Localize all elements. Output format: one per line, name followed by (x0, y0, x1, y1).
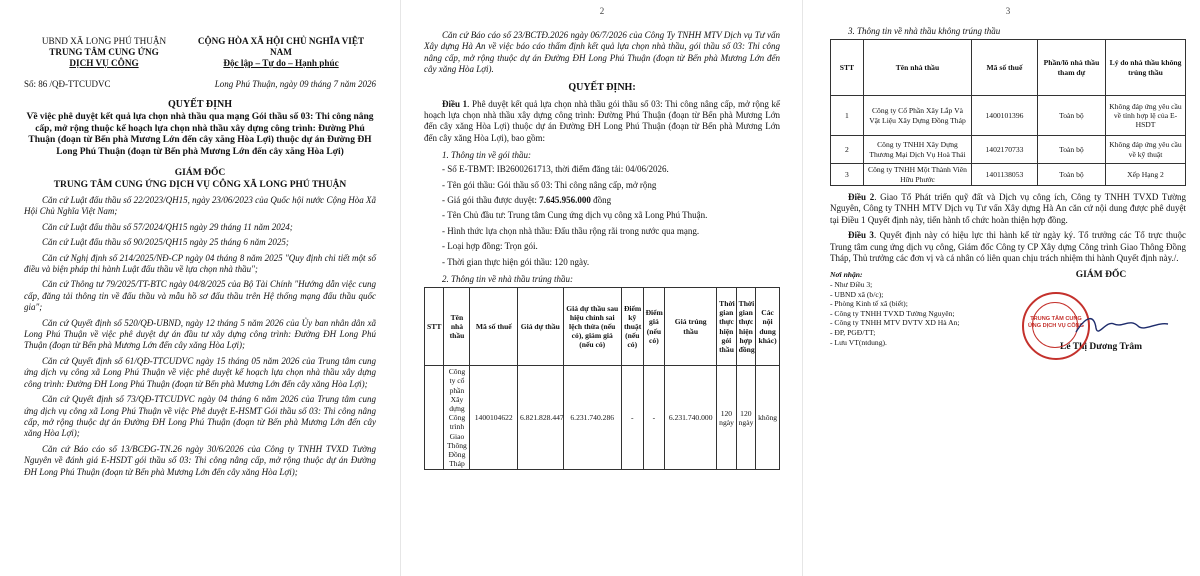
section-2-heading: 2. Thông tin về nhà thầu trúng thầu: (442, 274, 573, 285)
column-header: STT (831, 40, 864, 96)
cell-contractor: Công ty Cổ Phần Xây Lắp Và Vật Liệu Xây Dựng Đồng Tháp (863, 96, 971, 136)
legal-basis: Căn cứ Luật đấu thầu số 22/2023/QH15, ngày 23/06/2023 của Quốc hội nước Cộng Hòa Xã Hội Chủ Nghĩa Việt Nam; (24, 195, 376, 217)
article-2 (830, 192, 1186, 226)
cell-bid-price: 6.821.828.447 (518, 366, 563, 470)
info-price-label: - Giá gói thầu được duyệt: (442, 195, 540, 206)
signer-title: GIÁM ĐỐC (1075, 270, 1127, 281)
table-row (831, 96, 1186, 136)
cell-contractor: Công ty TNHH Một Thành Viên Hữu Phước (863, 164, 971, 186)
column-header: Giá trúng thầu (665, 288, 717, 366)
legal-basis: Căn cứ Báo cáo số 23/BCTĐ.2026 ngày 06/7/2026 của Công Ty TNHH MTV Dịch vụ Tư vấn Xây dựng Hà An về việc báo cáo thẩm định kết quả lựa chọn nhà thầu, gói thầu số 03: Thi công nâng cấp, mở rộng thuộc dự án Đường ĐH Long Phú Thuận (đoạn từ Bến phà Mương Lớn đến cây xăng Hòa Lợi). (424, 30, 780, 75)
info-price-unit: đồng (590, 195, 612, 206)
info-price-value: 7.645.956.000 (539, 195, 591, 206)
cell-reason: Không đáp ứng yêu cầu về tính hợp lệ của E- HSDT (1106, 96, 1186, 136)
info-contract: - Loại hợp đồng: Trọn gói. (442, 241, 538, 252)
column-header: Giá dự thầu (518, 288, 563, 366)
document-number: Số: 86 /QĐ-TTCUDVC (24, 79, 111, 89)
column-header: STT (425, 288, 444, 366)
legal-basis: Căn cứ Luật đấu thầu số 90/2025/QH15 ngày 25 tháng 6 năm 2025; (42, 237, 289, 248)
legal-basis: Căn cứ Quyết định số 73/QĐ-TTCUDVC ngày 04 tháng 6 năm 2026 của Trung tâm cung ứng dịch vụ công xã Long Phú Thuận về việc Phê duyệt E-HSMT Gói thầu số 03: Thi công nâng cấp, mở rộng thuộc dự án Đường ĐH Long Phú Thuận (đoạn từ Bến phà Mương Lớn đến cây xăng Hòa Lợi); (24, 394, 376, 439)
page-2 (402, 0, 800, 576)
article-3-text: . Quyết định này có hiệu lực thi hành kể từ ngày ký. Tổ trưởng các Tổ trực thuộc Trung tâm cung ứng dịch vụ công, Giám đốc Công ty CP Xây dựng Công trình Giao Thông Đồng Tháp, Thủ trưởng các đơn vị và cá nhân có liên quan chịu trách nhiệm thi hành Quyết định này./. (830, 230, 1187, 264)
article-1-label: Điều 1 (442, 98, 468, 109)
authority-block (24, 168, 376, 191)
article-3 (830, 230, 1186, 264)
info-price (424, 195, 780, 206)
cell-lot: Toàn bộ (1037, 96, 1105, 136)
article-1-text: . Phê duyệt kết quả lựa chọn nhà thầu gói thầu số 03: Thi công nâng cấp, mở rộng kế hoạch lựa chọn nhà thầu xây dựng công trình: Đường Phú Thuận (đoạn từ Bến phà Mương Lớn đến cây xăng Hòa Lợi) thuộc dự án Đường ĐH Long Phú Thuận (đoạn từ Bến phà Mương Lớn đến cây xăng Hòa Lợi), bao gồm: (424, 98, 781, 143)
motto: Độc lập – Tự do – Hạnh phúc (223, 58, 339, 68)
signature-area (830, 270, 1186, 352)
issuer-block (24, 36, 184, 69)
section-3-heading: 3. Thông tin về nhà thầu không trúng thầu (848, 26, 1001, 36)
page-number: 2 (599, 6, 605, 16)
legal-basis: Căn cứ Thông tư 79/2025/TT-BTC ngày 04/8/2025 của Bộ Tài Chính "Hướng dẫn việc cung cấp, đăng tải thông tin về đấu thầu và mẫu hồ sơ đấu thầu trên Hệ thống mạng đấu thầu quốc gia"; (24, 279, 376, 313)
recipient-item: - Công ty TNHH TVXD Tường Nguyên; (830, 308, 955, 318)
recipient-item: - Như Điều 3; (830, 280, 873, 290)
recipient-item: - ĐP, PGĐ/TT; (830, 328, 876, 337)
cell-stt (425, 366, 444, 470)
info-tbmt: - Số E-TBMT: IB2600261713, thời điểm đăng tải: 04/06/2026. (442, 164, 669, 175)
column-header: Phần/lô nhà thầu tham dự (1037, 40, 1105, 96)
info-package-name: - Tên gói thầu: Gói thầu số 03: Thi công nâng cấp, mở rộng (442, 179, 657, 190)
page-number: 3 (1005, 6, 1011, 16)
recipients-block (830, 270, 960, 352)
cell-lot: Toàn bộ (1037, 164, 1105, 186)
winner-table (424, 287, 780, 470)
cell-price-score: - (643, 366, 665, 470)
document-subject: Về việc phê duyệt kết quả lựa chọn nhà thầu qua mạng Gói thầu số 03: Thi công nâng cấp, mở rộng thuộc kế hoạch lựa chọn nhà thầu xây dựng công trình: Đường Phú Thuận (đoạn từ Bến phà Mương Lớn đến cây xăng Hòa Lợi) thuộc dự án Đường ĐH Long Phú Thuận (đoạn từ Bến phà Mương Lớn đến cây xăng Hòa Lợi) (26, 112, 374, 157)
cell-tax-code: 1400104622 (470, 366, 518, 470)
signer-block (1016, 270, 1186, 352)
cell-stt: 1 (831, 96, 864, 136)
column-header: Tên nhà thầu (444, 288, 470, 366)
issuer-name-1: TRUNG TÂM CUNG ỨNG (49, 47, 159, 57)
article-1 (424, 99, 780, 145)
info-duration: - Thời gian thực hiện gói thầu: 120 ngày. (442, 256, 590, 267)
legal-basis: Căn cứ Báo cáo số 13/BCĐG-TN.26 ngày 30/6/2026 của Công ty TNHH TVXD Tường Nguyên về đánh giá E-HSDT gói thầu số 03: Thi công nâng cấp, mở rộng thuộc dự án Đường ĐH Long Phú Thuận (đoạn từ Bến phà Mương Lớn đến cây xăng Hòa Lợi); (24, 443, 376, 477)
cell-reason: Không đáp ứng yêu cầu về kỹ thuật (1106, 136, 1186, 164)
column-header: Điểm giá (nếu có) (643, 288, 665, 366)
page-divider (400, 0, 401, 576)
country-name: CỘNG HÒA XÃ HỘI CHỦ NGHĨA VIỆT NAM (197, 36, 365, 57)
column-header: Lý do nhà thầu không trúng thầu (1106, 40, 1186, 96)
document-header (24, 36, 376, 69)
column-header: Các nội dung khác) (756, 288, 780, 366)
legal-basis: Căn cứ Nghị định số 214/2025/NĐ-CP ngày 04 tháng 8 năm 2025 "Quy định chi tiết một số điều và biện pháp thi hành Luật đấu thầu về lựa chọn nhà thầu"; (24, 252, 376, 275)
section-1-heading: 1. Thông tin về gói thầu: (442, 150, 531, 161)
legal-basis: Căn cứ Quyết định số 520/QĐ-UBND, ngày 12 tháng 5 năm 2026 của Ủy ban nhân dân xã Long Phú Thuận về việc phê duyệt dự án đầu tư xây dựng công trình: Đường ĐH Long Phú Thuận (đoạn từ Bến phà Mương Lớn đến cây xăng Hòa Lợi); (24, 317, 376, 351)
cell-contract-duration: 120 ngày (736, 366, 755, 470)
legal-basis: Căn cứ Quyết định số 61/QĐ-TTCUDVC ngày 15 tháng 05 năm 2026 của Trung tâm cung ứng dịch vụ công xã Long Phú Thuận về việc phê duyệt kế hoạch lựa chọn nhà thầu xây dựng công trình: Đường ĐH Long Phú Thuận (đoạn từ Bến phà Mương Lớn đến cây xăng Hòa Lợi); (24, 355, 376, 389)
article-3-label: Điều 3 (848, 230, 874, 241)
table-row (831, 136, 1186, 164)
issuer-parent: UBND XÃ LONG PHÚ THUẬN (41, 36, 167, 46)
signature-space (1016, 280, 1186, 342)
cell-tax-code: 1400101396 (972, 96, 1038, 136)
page-divider (802, 0, 803, 576)
column-header: Điểm kỹ thuật (nếu có) (621, 288, 643, 366)
cell-other: không (756, 366, 780, 470)
place-date: Long Phú Thuận, ngày 09 tháng 7 năm 2026 (214, 79, 376, 89)
column-header: Giá dự thầu sau hiệu chỉnh sai lệch thừa (nếu có), giảm giá (nếu có) (563, 288, 621, 366)
national-motto-block (186, 36, 376, 69)
cell-package-duration: 120 ngày (717, 366, 736, 470)
article-2-label: Điều 2 (848, 192, 875, 202)
stamp-text: TRUNG TÂM CUNG ỨNG DỊCH VỤ CÔNG (1028, 316, 1084, 329)
column-header: Mã số thuế (972, 40, 1038, 96)
cell-contractor: Công ty cổ phần Xây dựng Công trình Giao Thông Đồng Tháp (444, 366, 470, 470)
recipient-item: - Công ty TNHH MTV DVTV XD Hà An; (830, 318, 960, 328)
cell-winning-price: 6.231.740.000 (665, 366, 717, 470)
cell-tech-score: - (621, 366, 643, 470)
info-owner: - Tên Chủ đầu tư: Trung tâm Cung ứng dịch vụ công xã Long Phú Thuận. (442, 210, 708, 221)
decision-heading: QUYẾT ĐỊNH: (568, 81, 636, 93)
legal-bases (24, 195, 376, 478)
issuer-name-2: DỊCH VỤ CÔNG (69, 58, 139, 68)
cell-stt: 3 (831, 164, 864, 186)
cell-contractor: Công ty TNHH Xây Dựng Thương Mại Dịch Vụ Hoà Thái (863, 136, 971, 164)
number-date-line (24, 79, 376, 89)
cell-lot: Toàn bộ (1037, 136, 1105, 164)
loser-table (830, 39, 1186, 186)
page-1 (0, 0, 398, 576)
page-3 (804, 0, 1200, 576)
recipient-item: - UBND xã (b/c); (830, 289, 884, 299)
column-header: Mã số thuế (470, 288, 518, 366)
article-2-text: . Giao Tổ Phát triển quỹ đất và Dịch vụ công ích, Công ty TNHH TVXD Tường Nguyên, Công ty TNHH MTV Dịch vụ Tư vấn Xây dựng Hà An căn cứ nội dung được phê duyệt tại Điều 1 Quyết định này, tiến hành tổ chức hoàn thiện hợp đồng. (830, 192, 1186, 225)
legal-basis: Căn cứ Luật đấu thầu số 57/2024/QH15 ngày 29 tháng 11 năm 2024; (42, 221, 293, 232)
table-row (425, 366, 780, 470)
cell-adjusted-price: 6.231.740.286 (563, 366, 621, 470)
info-method: - Hình thức lựa chọn nhà thầu: Đấu thầu rộng rãi trong nước qua mạng. (442, 225, 700, 236)
table-header-row (831, 40, 1186, 96)
column-header: Thời gian thực hiện hợp đồng (736, 288, 755, 366)
cell-tax-code: 1402170733 (972, 136, 1038, 164)
recipient-item: - Phòng Kinh tế xã (biết); (830, 299, 908, 309)
handwritten-signature (1072, 310, 1172, 340)
recipient-item: - Lưu VT(ntdung). (830, 337, 887, 347)
cell-tax-code: 1401138053 (972, 164, 1038, 186)
column-header: Tên nhà thầu (863, 40, 971, 96)
recipients-label: Nơi nhận: (830, 270, 863, 280)
authority-org: TRUNG TÂM CUNG ỨNG DỊCH VỤ CÔNG XÃ LONG PHÚ THUẬN (53, 179, 347, 190)
table-header-row (425, 288, 780, 366)
cell-reason: Xếp Hạng 2 (1106, 164, 1186, 186)
authority-title: GIÁM ĐỐC (174, 168, 226, 178)
column-header: Thời gian thực hiện gói thầu (717, 288, 736, 366)
table-row (831, 164, 1186, 186)
signer-name: Lê Thị Dương Trâm (1060, 342, 1142, 353)
cell-stt: 2 (831, 136, 864, 164)
document-title: QUYẾT ĐỊNH (168, 99, 232, 110)
